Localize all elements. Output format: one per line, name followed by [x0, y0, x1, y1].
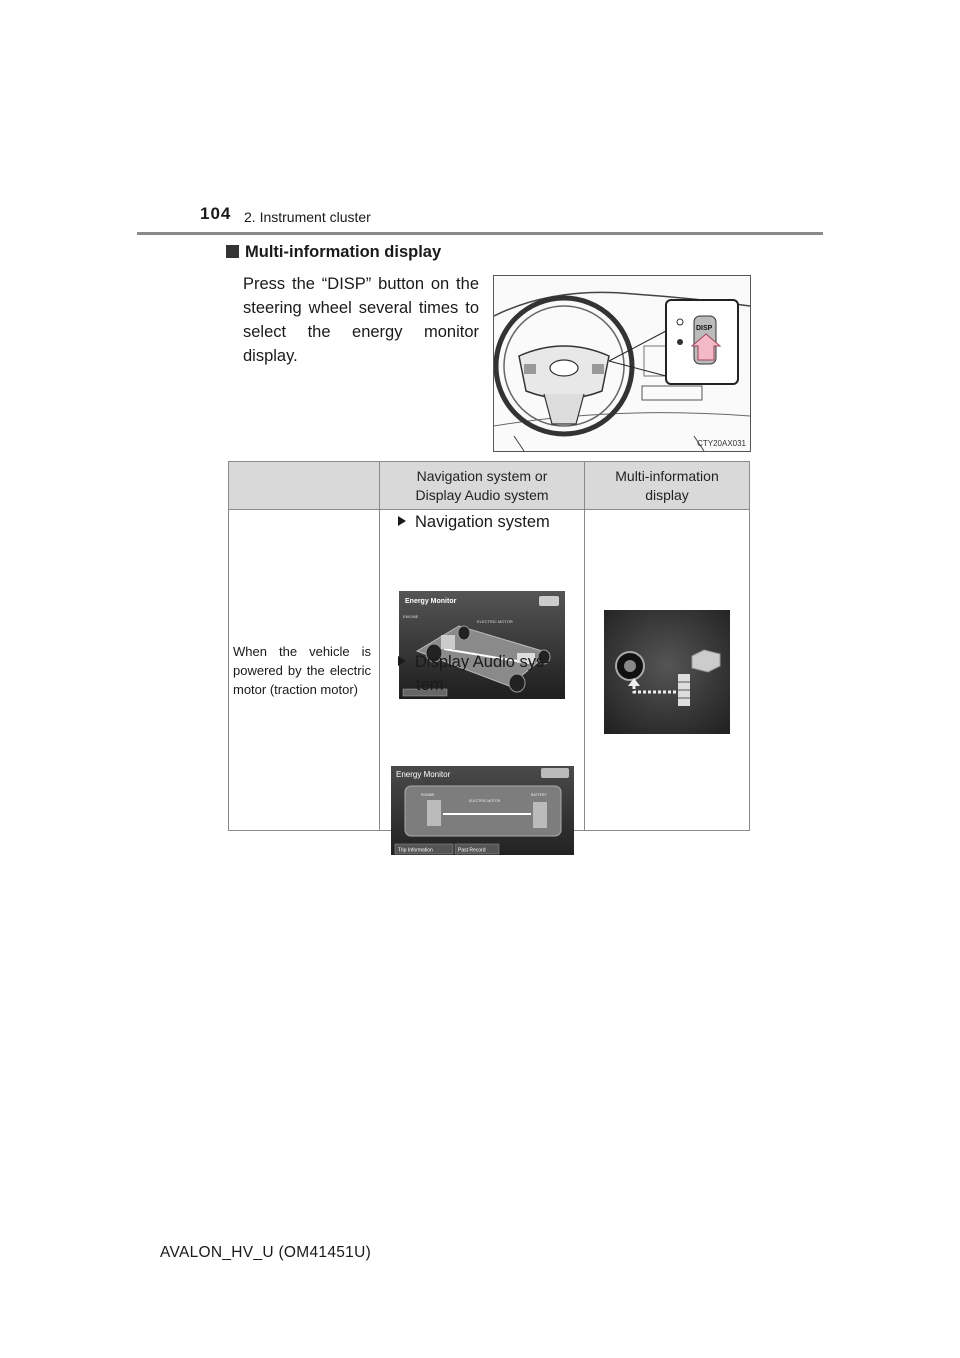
nav-audio-cell — [380, 510, 585, 854]
table-header-row — [229, 462, 750, 510]
nav-system-label — [398, 511, 550, 533]
multi-info-energy-screen — [604, 610, 730, 734]
audio-energy-monitor-screen — [391, 766, 574, 855]
display-audio-label-line2: tem — [416, 676, 444, 694]
nav-system-label-text: Navigation system — [415, 513, 550, 531]
table-header-nav-audio-text: Navigation system or Display Audio system — [415, 467, 549, 503]
heading-text: Multi-information display — [245, 243, 442, 261]
triangle-bullet-icon — [398, 656, 406, 666]
nav-screen-motor: ELECTRIC MOTOR — [477, 619, 513, 624]
multi-info-cell — [585, 510, 750, 831]
multi-info-energy-image — [604, 610, 730, 734]
audio-energy-monitor-image — [391, 766, 574, 855]
triangle-bullet-icon — [398, 516, 406, 526]
disp-button-label: DISP — [696, 325, 713, 332]
energy-monitor-table — [228, 461, 750, 854]
audio-screen-engine: ENGINE — [421, 793, 435, 797]
intro-text: Press the “DISP” button on the steering wheel several times to select the energy monitor display. — [243, 275, 479, 365]
table-header-nav-audio — [380, 462, 585, 510]
page-number: 104 — [200, 204, 232, 223]
display-audio-label-line1: Display Audio sys- — [415, 653, 550, 671]
display-audio-label — [398, 651, 550, 673]
nav-screen-engine: ENGINE — [403, 614, 419, 619]
table-header-empty — [229, 462, 380, 510]
steering-wheel-figure — [493, 275, 751, 452]
heading — [226, 243, 441, 262]
steering-wheel-illustration — [494, 276, 750, 451]
row-label-cell — [229, 510, 380, 831]
section-title: 2. Instrument cluster — [244, 209, 371, 225]
table-header-multi-info — [585, 462, 750, 510]
audio-screen-tab-past: Past Record — [458, 847, 486, 854]
audio-screen-motor: ELECTRIC MOTOR — [469, 799, 501, 803]
audio-screen-title: Energy Monitor — [396, 770, 451, 779]
footer-model-code: AVALON_HV_U (OM41451U) — [160, 1244, 372, 1261]
square-bullet-icon — [226, 245, 239, 258]
nav-screen-title: Energy Monitor — [405, 598, 457, 605]
audio-screen-tab-trip: Trip Information — [398, 847, 433, 854]
table-row — [229, 510, 750, 831]
audio-screen-battery: BATTERY — [531, 793, 547, 797]
header-rule — [137, 232, 823, 235]
table-header-multi-info-text: Multi-information display — [615, 467, 719, 503]
figure-code: CTY20AX031 — [697, 439, 746, 448]
row-label: When the vehicle is powered by the electric motor (traction motor) — [233, 643, 371, 697]
